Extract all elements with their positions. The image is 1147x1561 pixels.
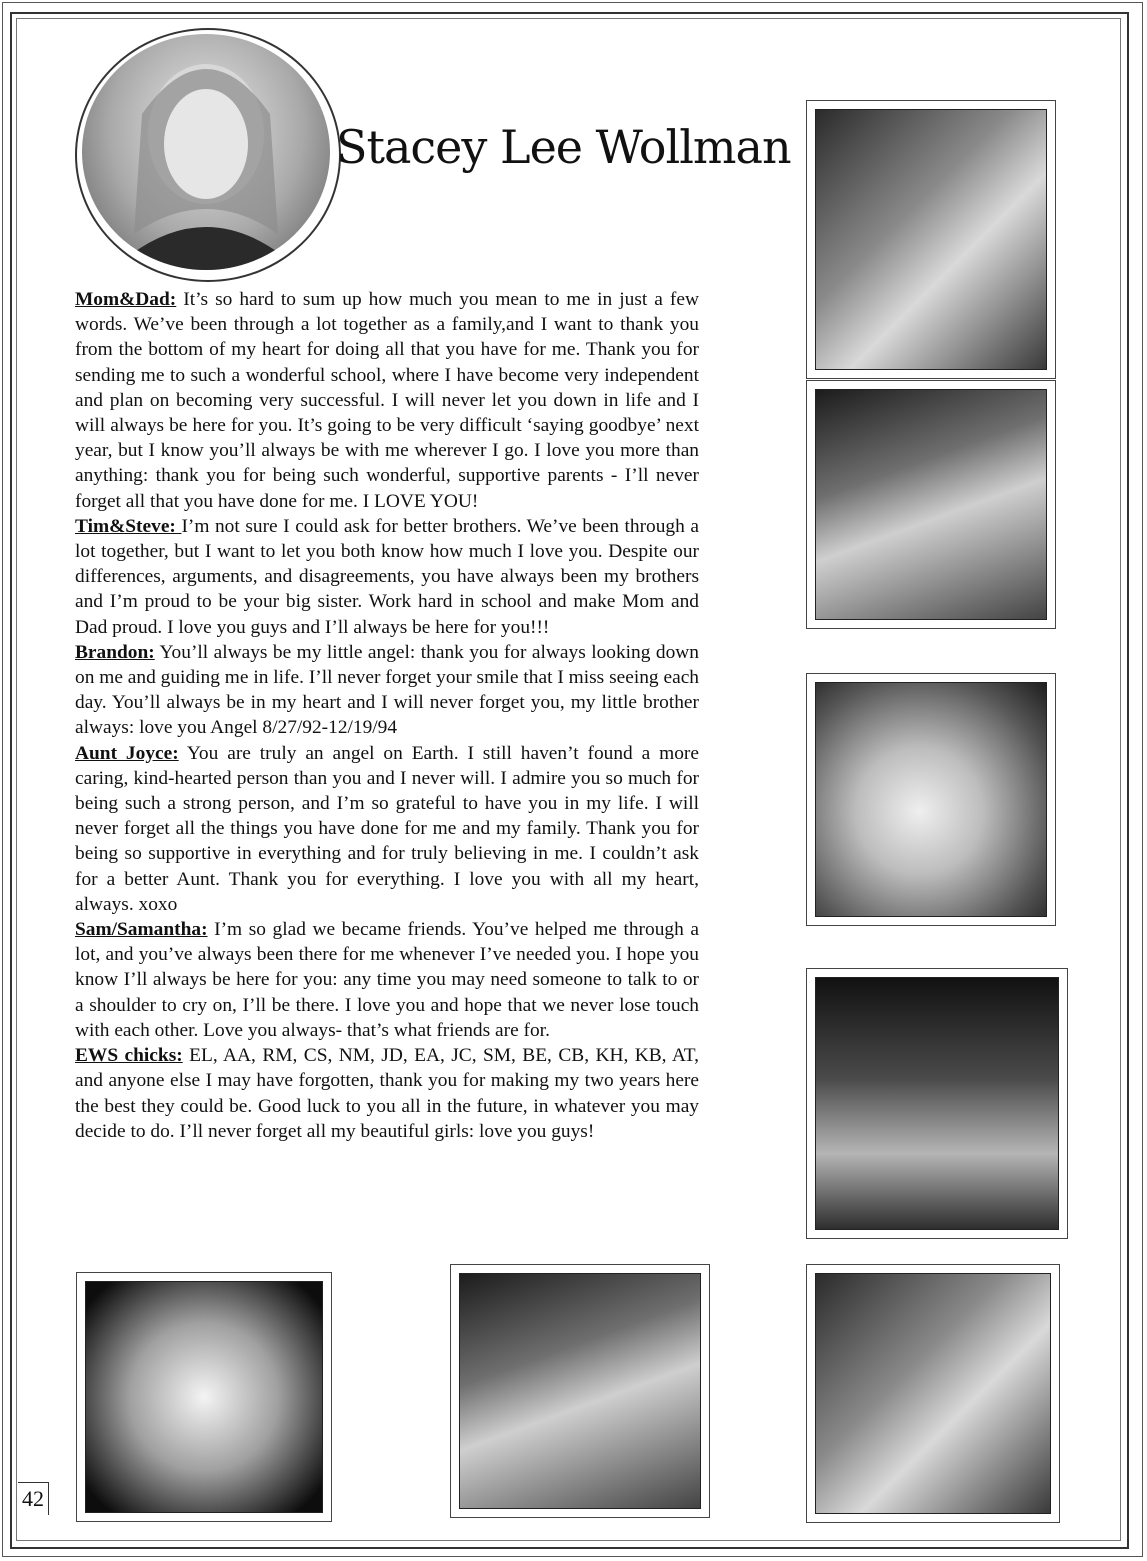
paragraph-text: It’s so hard to sum up how much you mean to me in just a few words. We’ve been through a lot together as a family,and I want to thank you from the bottom of my heart for doing all that you have for me. Thank you for sending me to such a wonderful school, where I have become very independent and plan on becoming very successful. I will never let you down in life and I will always be here for you. It’s going to be very difficult ‘saying goodbye’ next year, but I know you’ll always be with me wherever I go. I love you more than anything: thank you for being such wonderful, supportive parents - I’ll never forget all that you have done for me. I LOVE YOU! bbox=[75, 289, 699, 512]
photo-image bbox=[815, 682, 1047, 917]
photo-two-friends bbox=[76, 1272, 332, 1522]
paragraph-lead: Sam/Samantha: bbox=[75, 919, 208, 941]
photo-father-baby bbox=[806, 380, 1056, 629]
photo-woman-child bbox=[806, 1264, 1060, 1523]
portrait-silhouette bbox=[82, 34, 330, 270]
paragraph-tim-steve bbox=[75, 514, 699, 640]
photo-image bbox=[815, 1273, 1051, 1514]
paragraph-text: You are truly an angel on Earth. I still haven’t found a more caring, kind-hearted person than you and I never will. I admire you so much for being such a strong person, and I’m so grateful to have you in my life. I will never forget all the things you have done for me and my family. Thank you for being so supportive in everything and for truly believing in me. I couldn’t ask for a better Aunt. Thank you for everything. I love you with all my heart, always. xoxo bbox=[75, 742, 699, 915]
photo-image bbox=[815, 109, 1047, 370]
photo-family-group bbox=[806, 968, 1068, 1239]
photo-aunt-baby bbox=[450, 1264, 710, 1518]
paragraph-lead: Tim&Steve: bbox=[75, 515, 182, 537]
photo-image bbox=[815, 389, 1047, 620]
page-number: 42 bbox=[18, 1482, 49, 1515]
paragraph-lead: Aunt Joyce: bbox=[75, 742, 179, 764]
paragraph-text: You’ll always be my little angel: thank you for always looking down on me and guiding me in life. I’ll never forget your smile that I miss seeing each day. You’ll always be in my heart and I will never forget you, my little brother always: love you Angel 8/27/92-12/19/94 bbox=[75, 641, 699, 739]
page-title: Stacey Lee Wollman bbox=[336, 120, 791, 174]
photo-image bbox=[815, 977, 1059, 1230]
paragraph-lead: EWS chicks: bbox=[75, 1045, 183, 1067]
paragraph-lead: Brandon: bbox=[75, 641, 155, 663]
paragraph-text: EL, AA, RM, CS, NM, JD, EA, JC, SM, BE, CB, KH, KB, AT, and anyone else I may have forgotten, thank you for making my two years here the best they could be. Good luck to you all in the future, in whatever you may decide to do. I’ll never forget all my beautiful girls: love you guys! bbox=[75, 1045, 699, 1142]
paragraph-lead: Mom&Dad: bbox=[75, 289, 177, 310]
senior-portrait-photo bbox=[82, 34, 330, 270]
paragraph-text: I’m so glad we became friends. You’ve helped me through a lot, and you’ve always been there for me whenever I’ve needed you. I hope you know I’ll always be here for you: any time you may need someone to talk to or a shoulder to cry on, I’ll be there. I love you and hope that we never lose touch with each other. Love you always- that’s what friends are for. bbox=[75, 919, 699, 1041]
paragraph-samantha bbox=[75, 917, 699, 1043]
dedication-text bbox=[75, 287, 699, 1144]
photo-mother-baby bbox=[806, 100, 1056, 379]
photo-image bbox=[85, 1281, 323, 1513]
paragraph-text: I’m not sure I could ask for better brothers. We’ve been through a lot together, but I want to let you both know how much I love you. Despite our differences, arguments, and disagreements, you have always been my brothers and I’m proud to be your big sister. Work hard in school and make Mom and Dad proud. I love you guys and I’ll always be here for you!!! bbox=[75, 515, 699, 638]
paragraph-ews-chicks bbox=[75, 1043, 699, 1144]
photo-smiling-baby bbox=[806, 673, 1056, 926]
paragraph-brandon bbox=[75, 640, 699, 741]
photo-image bbox=[459, 1273, 701, 1509]
paragraph-mom-dad bbox=[75, 287, 699, 514]
paragraph-aunt-joyce bbox=[75, 741, 699, 917]
